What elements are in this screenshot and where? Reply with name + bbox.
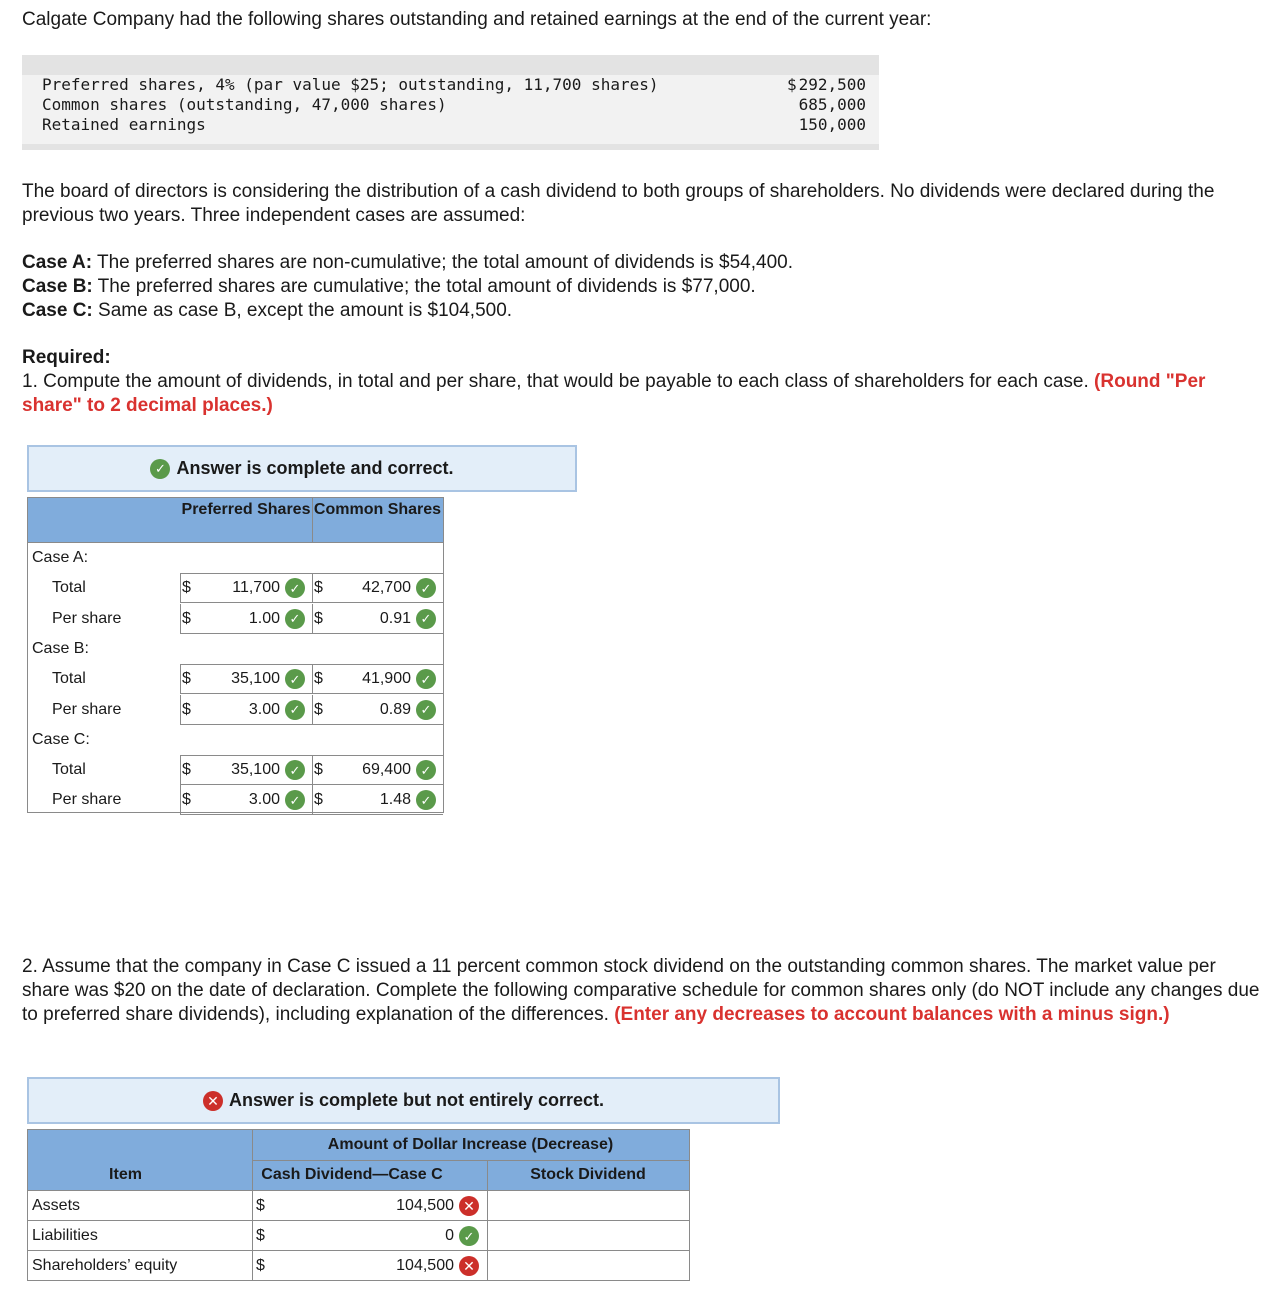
- requirement-1-text: 1. Compute the amount of dividends, in total and per share, that would be payable to each class of shareholders for each case.: [22, 371, 1095, 392]
- status-mark: [459, 1226, 479, 1246]
- stock-dividend-cell[interactable]: [488, 1251, 689, 1280]
- x-circle-icon: ✕: [203, 1091, 223, 1111]
- case-c-text: [22, 299, 512, 323]
- answer-status-banner-1: [27, 445, 577, 492]
- requirement-2-instruction: (Enter any decreases to account balances with a minus sign.): [614, 1004, 1170, 1025]
- currency-symbol: $: [314, 700, 323, 718]
- row-label: Total: [52, 579, 86, 597]
- section-label: Case C:: [32, 730, 90, 748]
- preferred-value: 1.00: [248, 609, 280, 627]
- section-label: Case B:: [32, 639, 89, 657]
- banner-text: Answer is complete but not entirely correct.: [228, 1090, 605, 1110]
- status-mark: [416, 609, 436, 629]
- given-label: Common shares (outstanding, 47,000 shares): [42, 95, 447, 114]
- item-label: Assets: [32, 1197, 81, 1214]
- common-value: 41,900: [362, 670, 411, 688]
- currency-symbol: $: [182, 579, 191, 597]
- currency-symbol: $: [314, 670, 323, 688]
- case-description: The preferred shares are non-cumulative; the total amount of dividends is $54,400.: [92, 252, 793, 273]
- banner-text: Answer is complete and correct.: [176, 458, 454, 478]
- currency-symbol: $: [182, 609, 191, 627]
- comparative-schedule-table: [27, 1129, 690, 1281]
- status-mark: [416, 760, 436, 780]
- check-circle-icon: ✓: [285, 609, 305, 629]
- status-mark: [285, 578, 305, 598]
- currency-symbol: $: [314, 609, 323, 627]
- row-label: Total: [52, 761, 86, 779]
- common-value: 69,400: [362, 761, 411, 779]
- common-value: 42,700: [362, 579, 411, 597]
- section-label: Case A:: [32, 549, 89, 566]
- intro-text: Calgate Company had the following shares outstanding and retained earnings at the end of the current year:: [22, 9, 932, 30]
- preferred-value: 11,700: [232, 579, 280, 597]
- requirement-2: [22, 955, 1262, 1027]
- status-mark: [416, 669, 436, 689]
- check-circle-icon: ✓: [416, 669, 436, 689]
- status-mark: [285, 760, 305, 780]
- row-label: Per share: [52, 700, 122, 718]
- check-circle-icon: ✓: [416, 578, 436, 598]
- requirement-1: [22, 370, 1262, 418]
- given-row-common: [42, 95, 866, 115]
- stock-dividend-cell[interactable]: [488, 1221, 689, 1250]
- header-amount-change: Amount of Dollar Increase (Decrease): [327, 1136, 614, 1153]
- status-mark: [416, 700, 436, 720]
- row-label: Per share: [52, 609, 122, 627]
- currency-symbol: $: [314, 761, 323, 779]
- x-circle-icon: ✕: [459, 1196, 479, 1216]
- check-circle-icon: ✓: [285, 700, 305, 720]
- row-label: Total: [52, 670, 86, 688]
- currency-symbol: $: [314, 579, 323, 597]
- required-heading: Required:: [22, 347, 111, 368]
- preferred-value: 35,100: [231, 761, 280, 779]
- preferred-value: 3.00: [248, 791, 280, 809]
- check-circle-icon: ✓: [416, 790, 436, 810]
- status-mark: [285, 609, 305, 629]
- check-circle-icon: ✓: [285, 760, 305, 780]
- status-mark: [416, 790, 436, 810]
- item-label: Liabilities: [32, 1227, 98, 1244]
- given-row-preferred: [42, 75, 866, 95]
- case-a-text: [22, 251, 793, 275]
- given-amount: 150,000: [798, 115, 866, 134]
- case-description: Same as case B, except the amount is $104,500.: [92, 300, 513, 321]
- requirement-1-instruction: (Round "Per share" to 2 decimal places.): [22, 371, 1206, 416]
- cash-dividend-value: 104,500: [396, 1197, 454, 1214]
- given-label: Preferred shares, 4% (par value $25; outstanding, 11,700 shares): [42, 75, 659, 94]
- dividends-table: [27, 497, 444, 813]
- case-label: Case C:: [22, 300, 93, 321]
- given-label: Retained earnings: [42, 115, 206, 134]
- given-data-block: [22, 55, 879, 150]
- row-label: Per share: [52, 791, 122, 809]
- case-b-text: [22, 275, 756, 299]
- status-mark: [416, 578, 436, 598]
- common-value: 0.89: [379, 700, 411, 718]
- requirement-2-text: 2. Assume that the company in Case C issued a 11 percent common stock dividend on the outstanding common shares. The market value per share was $20 on the date of declaration. Complete the following comparative schedule for common shares only (do NOT include any changes due to preferred share dividends), including explanation of the differences.: [22, 956, 1260, 1025]
- header-item: Item: [109, 1166, 142, 1183]
- given-currency: $: [787, 75, 797, 94]
- header-cash-dividend: Cash Dividend—Case C: [261, 1166, 443, 1183]
- item-label: Shareholders’ equity: [32, 1257, 178, 1274]
- status-mark: [285, 669, 305, 689]
- case-label: Case B:: [22, 276, 93, 297]
- header-stock-dividend: Stock Dividend: [530, 1166, 646, 1183]
- common-value: 1.48: [379, 791, 411, 809]
- x-circle-icon: ✕: [459, 1256, 479, 1276]
- status-mark: [285, 700, 305, 720]
- cash-dividend-value: 104,500: [396, 1257, 454, 1274]
- board-text: The board of directors is considering the distribution of a cash dividend to both groups of shareholders. No dividends were declared during the previous two years. Three independent cases are assumed:: [22, 181, 1215, 226]
- given-amount: 292,500: [798, 75, 866, 94]
- case-label: Case A:: [22, 252, 93, 273]
- status-mark: [285, 790, 305, 810]
- preferred-value: 35,100: [231, 670, 280, 688]
- stock-dividend-cell[interactable]: [488, 1191, 689, 1220]
- check-circle-icon: ✓: [416, 760, 436, 780]
- check-circle-icon: ✓: [285, 578, 305, 598]
- common-value: 0.91: [379, 609, 411, 627]
- check-circle-icon: ✓: [416, 700, 436, 720]
- given-row-retained: [42, 115, 866, 135]
- given-amount: 685,000: [798, 95, 866, 114]
- cash-dividend-value: 0: [445, 1227, 454, 1244]
- currency-symbol: $: [256, 1197, 265, 1214]
- header-common-shares: Common Shares: [313, 501, 442, 518]
- currency-symbol: $: [182, 670, 191, 688]
- currency-symbol: $: [314, 791, 323, 809]
- check-circle-icon: ✓: [285, 790, 305, 810]
- currency-symbol: $: [182, 791, 191, 809]
- check-circle-icon: ✓: [285, 669, 305, 689]
- preferred-value: 3.00: [248, 700, 280, 718]
- currency-symbol: $: [256, 1257, 265, 1274]
- check-circle-icon: ✓: [459, 1226, 479, 1246]
- currency-symbol: $: [182, 761, 191, 779]
- status-mark: [459, 1256, 479, 1276]
- check-circle-icon: ✓: [150, 459, 170, 479]
- currency-symbol: $: [256, 1227, 265, 1244]
- answer-status-banner-2: [27, 1077, 780, 1124]
- header-preferred-shares: Preferred Shares: [181, 501, 311, 518]
- case-description: The preferred shares are cumulative; the total amount of dividends is $77,000.: [92, 276, 756, 297]
- status-mark: [459, 1196, 479, 1216]
- currency-symbol: $: [182, 700, 191, 718]
- check-circle-icon: ✓: [416, 609, 436, 629]
